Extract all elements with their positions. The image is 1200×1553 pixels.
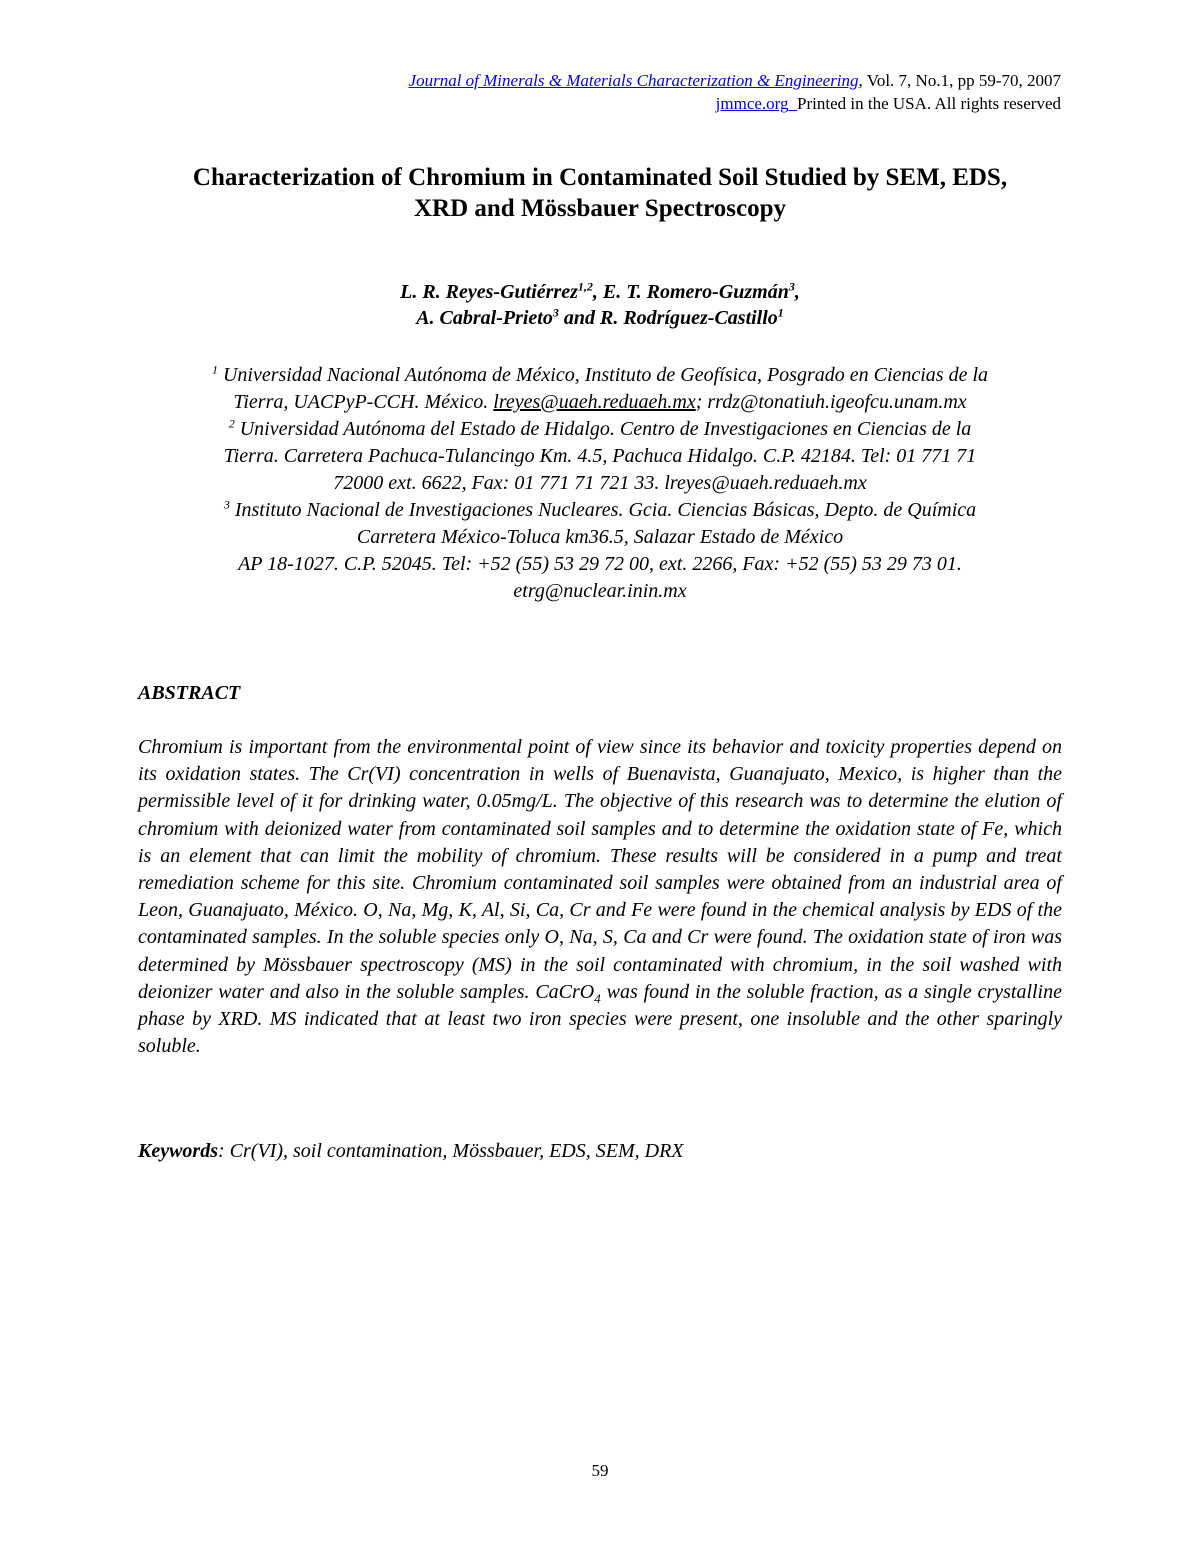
author-name: , E. T. Romero-Guzmán: [592, 281, 789, 303]
author-affil-sup: 3: [552, 305, 559, 320]
abstract-text: Chromium is important from the environmental point of view since its behavior and toxicity properties depend on its oxidation states. The Cr(VI) concentration in wells of Buenavista, Guanajuato, Mexico, is higher than the permissible level of it for drinking water, 0.05mg/L. The objective of this research was to determine the elution of chromium with deionized water from contaminated soil samples and to determine the oxidation state of Fe, which is an element that can limit the mobility of chromium. These results will be considered in a pump and treat remediation scheme for this site. Chromium contaminated soil samples were obtained from an industrial area of Leon, Guanajuato, México. O, Na, Mg, K, Al, Si, Ca, Cr and Fe were found in the chemical analysis by EDS of the contaminated samples. In the soluble species only O, Na, S, Ca and Cr were found. The oxidation state of iron was determined by Mössbauer spectroscopy (MS) in the soil contaminated with chromium, in the soil washed with deionizer water and also in the soluble samples. CaCrO: [138, 736, 1062, 1003]
page-number: 59: [591, 1461, 609, 1480]
author-affil-sup: 1,2: [577, 279, 593, 294]
affil-sup: 2: [228, 416, 235, 431]
author-list: [140, 279, 1060, 331]
site-link-trailing-space[interactable]: [789, 94, 798, 113]
site-link[interactable]: jmmce.org: [715, 94, 789, 113]
affil-sup: 3: [223, 497, 230, 512]
title-line-2: XRD and Mössbauer Spectroscopy: [413, 195, 787, 222]
keywords: [138, 1138, 1062, 1165]
keywords-label: Keywords: [138, 1140, 218, 1162]
author-name: and R. Rodríguez-Castillo: [558, 307, 778, 329]
paper-title: [120, 162, 1080, 224]
journal-header: [161, 69, 1061, 115]
abstract-text: was found in the soluble fraction, as a single crystalline phase by XRD. MS indicated that at least two iron species were present, one insoluble and the other sparingly soluble.: [138, 980, 1062, 1058]
affiliation-3-line-2: Carretera México-Toluca km36.5, Salazar Estado de México: [356, 526, 844, 548]
affiliation-3-line-4: etrg@nuclear.inin.mx: [513, 580, 687, 602]
author-name: A. Cabral-Prieto: [416, 307, 553, 329]
affiliation-3-line-3: AP 18-1027. C.P. 52045. Tel: +52 (55) 53 29 72 00, ext. 2266, Fax: +52 (55) 53 29 73 01.: [238, 553, 962, 575]
affil-sup: 1: [211, 362, 218, 377]
affil-text: Universidad Autónoma del Estado de Hidalgo. Centro de Investigaciones en Ciencias de la: [234, 418, 972, 440]
abstract-heading: ABSTRACT: [138, 682, 241, 704]
keywords-text: : Cr(VI), soil contamination, Mössbauer, EDS, SEM, DRX: [218, 1140, 684, 1162]
rights-text: Printed in the USA. All rights reserved: [797, 94, 1061, 113]
header-line-2: [161, 92, 1061, 115]
affil-text: Universidad Nacional Autónoma de México, Instituto de Geofísica, Posgrado en Ciencias de la: [217, 364, 989, 386]
header-line-1: [161, 69, 1061, 92]
email-link[interactable]: lreyes@uaeh.reduaeh.mx: [493, 391, 696, 413]
affiliation-3-line-1: [130, 497, 1070, 524]
affil-text: Instituto Nacional de Investigaciones Nucleares. Gcia. Ciencias Básicas, Depto. de Química: [229, 499, 977, 521]
affil-text: ; rrdz@tonatiuh.igeofcu.unam.mx: [695, 391, 967, 413]
abstract-body: [138, 734, 1062, 1060]
affiliation-2-line-2: Tierra. Carretera Pachuca-Tulancingo Km. 4.5, Pachuca Hidalgo. C.P. 42184. Tel: 01 771 71: [223, 445, 977, 467]
affiliation-1-line-1: [130, 362, 1070, 389]
citation-text: , Vol. 7, No.1, pp 59-70, 2007: [858, 71, 1061, 90]
abstract-subscript: 4: [594, 990, 601, 1006]
author-affil-sup: 1: [777, 305, 784, 320]
author-separator: ,: [794, 281, 800, 303]
affiliation-2-line-1: [130, 416, 1070, 443]
title-line-1: Characterization of Chromium in Contaminated Soil Studied by SEM, EDS,: [192, 164, 1008, 191]
author-name: L. R. Reyes-Gutiérrez: [400, 281, 578, 303]
authors-line-2: [140, 305, 1060, 331]
affiliation-2-line-3: 72000 ext. 6622, Fax: 01 771 71 721 33. lreyes@uaeh.reduaeh.mx: [333, 472, 867, 494]
authors-line-1: [140, 279, 1060, 305]
affiliations: [130, 362, 1070, 605]
journal-link[interactable]: Journal of Minerals & Materials Characterization & Engineering: [408, 71, 859, 90]
affiliation-1-line-2: [130, 389, 1070, 416]
affil-text: Tierra, UACPyP-CCH. México.: [233, 391, 494, 413]
author-affil-sup: 3: [788, 279, 795, 294]
